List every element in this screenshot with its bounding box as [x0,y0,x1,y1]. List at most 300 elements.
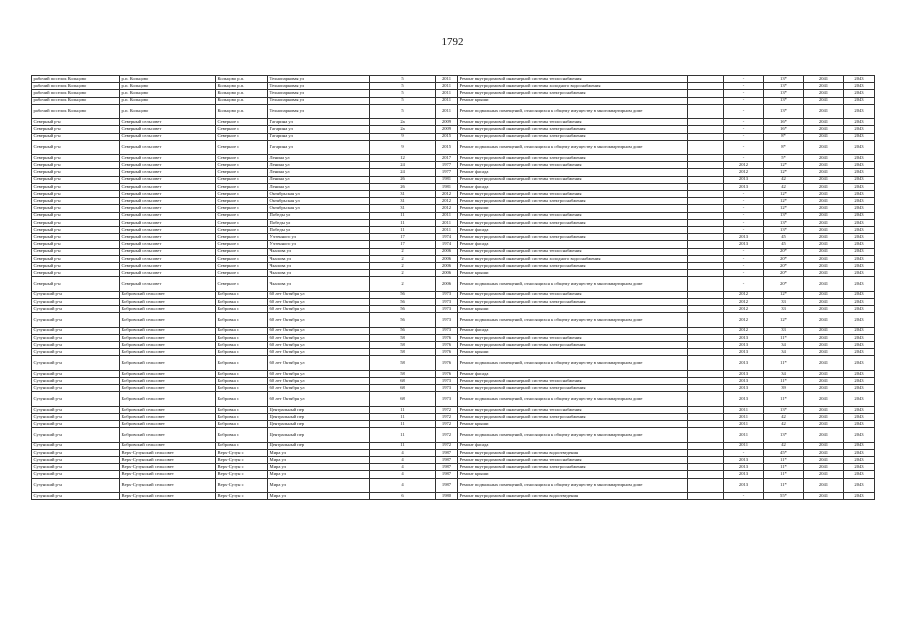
cell-street: Центральный пер [268,413,370,420]
cell-settlement: Северный сельсовет [120,270,216,277]
cell-period-to: 2043 [844,413,875,420]
cell-year-built: 1973 [436,327,458,334]
cell-empty [688,248,724,255]
cell-period-to: 2043 [844,406,875,413]
cell-value: 12* [764,169,804,176]
cell-street: Центральный пер [268,406,370,413]
cell-settlement: Бобровский сельсовет [120,377,216,384]
cell-locality: Северное с [216,205,268,212]
cell-locality: Северное с [216,162,268,169]
cell-district: рабочий поселок Кольцово [32,97,120,104]
cell-prev-repair: - [724,76,764,83]
cell-settlement: Верх-Сузунский сельсовет [120,471,216,478]
cell-street: 60 лет Октября ул [268,349,370,356]
cell-period-to: 2043 [844,428,875,442]
table-row [32,226,875,233]
cell-work-type: Ремонт внутридомовой инженерной системы электроснабжения [458,262,688,269]
cell-locality: Северное с [216,126,268,133]
cell-prev-repair: - [724,205,764,212]
cell-street: Ленина ул [268,155,370,162]
table-row [32,277,875,291]
cell-district: Северный р-н [32,234,120,241]
cell-work-type: Ремонт внутридомовой инженерной системы теплоснабжения [458,176,688,183]
cell-street: Чкалова ул [268,248,370,255]
cell-settlement: Бобровский сельсовет [120,334,216,341]
cell-empty [688,212,724,219]
cell-period-to: 2043 [844,133,875,140]
cell-period-from: 2041 [804,370,844,377]
cell-value: 33 [764,298,804,305]
table-row [32,162,875,169]
cell-district: Сузунский р-н [32,413,120,420]
cell-work-type: Ремонт внутридомовой инженерной системы теплоснабжения [458,162,688,169]
cell-street: Технопарковая ул [268,90,370,97]
cell-value: 11* [764,464,804,471]
cell-period-from: 2041 [804,392,844,406]
cell-settlement: р.п. Кольцово [120,104,216,118]
cell-street: Технопарковая ул [268,76,370,83]
cell-district: Северный р-н [32,198,120,205]
cell-settlement: Бобровский сельсовет [120,291,216,298]
cell-district: Сузунский р-н [32,442,120,449]
cell-street: Гагарина ул [268,119,370,126]
cell-settlement: Северный сельсовет [120,162,216,169]
cell-work-type: Ремонт крыши [458,97,688,104]
cell-prev-repair: - [724,255,764,262]
cell-district: Сузунский р-н [32,392,120,406]
cell-locality: Северное с [216,248,268,255]
cell-empty [688,226,724,233]
cell-empty [688,313,724,327]
cell-empty [688,349,724,356]
cell-work-type: Ремонт внутридомовой инженерной системы теплоснабжения [458,334,688,341]
table-row [32,219,875,226]
cell-locality: Верх-Сузун с [216,493,268,500]
cell-period-to: 2043 [844,298,875,305]
cell-prev-repair: 2012 [724,327,764,334]
cell-value: 12* [764,191,804,198]
register-body [32,76,875,500]
cell-empty [688,291,724,298]
cell-year-built: 2017 [436,155,458,162]
cell-locality: Северное с [216,133,268,140]
cell-period-from: 2041 [804,385,844,392]
cell-house: 9 [370,133,436,140]
cell-street: Гагарина ул [268,140,370,154]
cell-district: Северный р-н [32,226,120,233]
cell-period-to: 2043 [844,270,875,277]
cell-period-from: 2041 [804,442,844,449]
cell-work-type: Ремонт внутридомовой инженерной системы теплоснабжения [458,457,688,464]
cell-locality: Северное с [216,119,268,126]
cell-period-from: 2041 [804,421,844,428]
cell-work-type: Ремонт внутридомовой инженерной системы водоотведения [458,493,688,500]
cell-house: 2а [370,126,436,133]
cell-period-from: 2041 [804,291,844,298]
cell-prev-repair: 2012 [724,306,764,313]
cell-empty [688,90,724,97]
cell-prev-repair: - [724,133,764,140]
cell-value: 12* [764,313,804,327]
cell-settlement: Бобровский сельсовет [120,442,216,449]
cell-value: 13* [764,76,804,83]
cell-house: 2а [370,119,436,126]
cell-settlement: Бобровский сельсовет [120,406,216,413]
cell-street: Ленина ул [268,183,370,190]
cell-prev-repair: - [724,83,764,90]
cell-empty [688,298,724,305]
cell-house: 11 [370,428,436,442]
cell-district: Сузунский р-н [32,327,120,334]
cell-period-from: 2041 [804,277,844,291]
cell-work-type: Ремонт внутридомовой инженерной системы теплоснабжения [458,191,688,198]
cell-period-to: 2043 [844,212,875,219]
cell-house: 31 [370,198,436,205]
cell-value: 16* [764,119,804,126]
cell-empty [688,421,724,428]
cell-district: Сузунский р-н [32,342,120,349]
table-row [32,464,875,471]
cell-district: Северный р-н [32,162,120,169]
cell-district: рабочий поселок Кольцово [32,83,120,90]
cell-period-from: 2041 [804,464,844,471]
cell-value: 20* [764,277,804,291]
cell-year-built: 1972 [436,413,458,420]
table-row [32,183,875,190]
cell-value: 13* [764,406,804,413]
cell-work-type: Ремонт крыши [458,306,688,313]
cell-house: 17 [370,234,436,241]
cell-period-to: 2043 [844,255,875,262]
cell-work-type: Ремонт внутридомовой инженерной системы теплоснабжения [458,291,688,298]
cell-value: 12* [764,205,804,212]
cell-period-to: 2043 [844,334,875,341]
cell-empty [688,356,724,370]
table-row [32,255,875,262]
cell-locality: Верх-Сузун с [216,471,268,478]
cell-value: 34 [764,349,804,356]
cell-year-built: 2011 [436,76,458,83]
cell-empty [688,205,724,212]
cell-house: 68 [370,385,436,392]
table-row [32,90,875,97]
cell-settlement: Бобровский сельсовет [120,413,216,420]
cell-year-built: 1981 [436,176,458,183]
cell-district: Сузунский р-н [32,291,120,298]
cell-house: 5 [370,83,436,90]
cell-house: 58 [370,370,436,377]
cell-district: Сузунский р-н [32,334,120,341]
cell-locality: Северное с [216,169,268,176]
cell-house: 11 [370,413,436,420]
cell-period-to: 2043 [844,176,875,183]
cell-period-from: 2041 [804,205,844,212]
cell-locality: Кольцово р.п. [216,97,268,104]
cell-period-from: 2041 [804,478,844,492]
cell-settlement: Северный сельсовет [120,140,216,154]
cell-period-from: 2041 [804,241,844,248]
cell-period-to: 2043 [844,464,875,471]
cell-year-built: 1977 [436,162,458,169]
cell-street: Ленина ул [268,176,370,183]
table-row [32,406,875,413]
cell-period-to: 2043 [844,349,875,356]
cell-prev-repair: - [724,97,764,104]
cell-locality: Северное с [216,212,268,219]
cell-prev-repair: - [724,90,764,97]
cell-value: 13* [764,212,804,219]
cell-period-from: 2041 [804,219,844,226]
cell-prev-repair: - [724,198,764,205]
cell-locality: Бобровка с [216,342,268,349]
cell-empty [688,413,724,420]
cell-street: 60 лет Октября ул [268,313,370,327]
table-row [32,493,875,500]
cell-empty [688,162,724,169]
cell-prev-repair: 2013 [724,478,764,492]
cell-street: Мира ул [268,464,370,471]
cell-settlement: Бобровский сельсовет [120,421,216,428]
cell-prev-repair: - [724,126,764,133]
table-row [32,334,875,341]
cell-district: рабочий поселок Кольцово [32,104,120,118]
cell-period-from: 2041 [804,97,844,104]
cell-empty [688,442,724,449]
cell-locality: Северное с [216,270,268,277]
cell-period-to: 2043 [844,377,875,384]
cell-prev-repair: - [724,119,764,126]
cell-value: 45* [764,449,804,456]
cell-house: 5 [370,104,436,118]
cell-work-type: Ремонт фасада [458,327,688,334]
cell-street: Ленина ул [268,162,370,169]
cell-prev-repair: - [724,140,764,154]
cell-period-from: 2041 [804,155,844,162]
cell-year-built: 2012 [436,205,458,212]
cell-locality: Кольцово р.п. [216,83,268,90]
cell-district: Сузунский р-н [32,449,120,456]
cell-locality: Северное с [216,191,268,198]
cell-district: Северный р-н [32,176,120,183]
cell-empty [688,198,724,205]
table-row [32,313,875,327]
cell-house: 17 [370,241,436,248]
cell-value: 33 [764,306,804,313]
cell-empty [688,277,724,291]
cell-value: 13* [764,83,804,90]
cell-district: Северный р-н [32,155,120,162]
cell-value: 20* [764,255,804,262]
cell-value: 11* [764,356,804,370]
cell-district: Сузунский р-н [32,493,120,500]
table-row [32,169,875,176]
cell-value: 12* [764,162,804,169]
cell-empty [688,457,724,464]
cell-street: Мира ул [268,493,370,500]
cell-prev-repair: - [724,104,764,118]
cell-empty [688,219,724,226]
cell-year-built: 1973 [436,313,458,327]
cell-house: 58 [370,349,436,356]
cell-period-from: 2041 [804,428,844,442]
cell-prev-repair: 2013 [724,370,764,377]
cell-house: 68 [370,377,436,384]
cell-prev-repair: 2012 [724,313,764,327]
cell-settlement: Бобровский сельсовет [120,342,216,349]
cell-locality: Бобровка с [216,428,268,442]
cell-year-built: 1973 [436,306,458,313]
cell-period-to: 2043 [844,76,875,83]
cell-settlement: Северный сельсовет [120,198,216,205]
cell-year-built: 2012 [436,198,458,205]
cell-work-type: Ремонт фасада [458,241,688,248]
cell-work-type: Ремонт внутридомовой инженерной системы электроснабжения [458,385,688,392]
cell-period-from: 2041 [804,255,844,262]
cell-locality: Бобровка с [216,377,268,384]
cell-year-built: 1976 [436,334,458,341]
cell-prev-repair: 2012 [724,298,764,305]
cell-period-to: 2043 [844,162,875,169]
cell-period-from: 2041 [804,342,844,349]
cell-value: 11* [764,471,804,478]
cell-settlement: Северный сельсовет [120,191,216,198]
cell-year-built: 1980 [436,493,458,500]
cell-district: Сузунский р-н [32,370,120,377]
cell-year-built: 1976 [436,349,458,356]
cell-prev-repair: 2013 [724,392,764,406]
cell-house: 2 [370,262,436,269]
cell-settlement: Северный сельсовет [120,255,216,262]
cell-street: Гагарина ул [268,133,370,140]
cell-street: Мира ул [268,457,370,464]
cell-value: 13* [764,219,804,226]
cell-district: Сузунский р-н [32,457,120,464]
cell-work-type: Ремонт фасада [458,442,688,449]
cell-house: 31 [370,191,436,198]
cell-year-built: 2011 [436,219,458,226]
cell-work-type: Ремонт внутридомовой инженерной системы теплоснабжения [458,119,688,126]
cell-empty [688,119,724,126]
cell-settlement: р.п. Кольцово [120,90,216,97]
cell-period-to: 2043 [844,471,875,478]
cell-house: 9 [370,140,436,154]
cell-prev-repair: 2013 [724,234,764,241]
cell-locality: Бобровка с [216,306,268,313]
cell-empty [688,493,724,500]
cell-prev-repair: - [724,248,764,255]
cell-district: Северный р-н [32,241,120,248]
cell-settlement: Северный сельсовет [120,248,216,255]
cell-period-from: 2041 [804,349,844,356]
cell-locality: Северное с [216,234,268,241]
cell-street: Технопарковая ул [268,104,370,118]
cell-year-built: 1973 [436,298,458,305]
cell-work-type: Ремонт крыши [458,205,688,212]
cell-period-from: 2041 [804,212,844,219]
cell-prev-repair: 2013 [724,471,764,478]
cell-value: 33 [764,327,804,334]
cell-settlement: Северный сельсовет [120,183,216,190]
cell-locality: Бобровка с [216,298,268,305]
cell-period-to: 2043 [844,234,875,241]
cell-period-from: 2041 [804,76,844,83]
cell-period-to: 2043 [844,370,875,377]
table-row [32,140,875,154]
cell-year-built: 2006 [436,277,458,291]
cell-empty [688,406,724,413]
cell-street: 60 лет Октября ул [268,298,370,305]
cell-street: Центральный пер [268,428,370,442]
cell-house: 56 [370,313,436,327]
cell-value: 20* [764,248,804,255]
cell-settlement: Бобровский сельсовет [120,428,216,442]
cell-locality: Бобровка с [216,291,268,298]
cell-district: Северный р-н [32,270,120,277]
cell-year-built: 2006 [436,270,458,277]
cell-work-type: Ремонт крыши [458,349,688,356]
cell-empty [688,377,724,384]
cell-locality: Северное с [216,176,268,183]
cell-locality: Северное с [216,183,268,190]
cell-locality: Северное с [216,226,268,233]
cell-settlement: Северный сельсовет [120,241,216,248]
cell-value: 39 [764,385,804,392]
cell-period-from: 2041 [804,493,844,500]
cell-period-to: 2043 [844,385,875,392]
cell-street: Чкалова ул [268,270,370,277]
cell-street: Чкалова ул [268,262,370,269]
cell-year-built: 1987 [436,471,458,478]
cell-period-from: 2041 [804,457,844,464]
cell-period-from: 2041 [804,262,844,269]
cell-period-to: 2043 [844,449,875,456]
cell-prev-repair: - [724,449,764,456]
cell-settlement: Бобровский сельсовет [120,385,216,392]
cell-work-type: Ремонт внутридомовой инженерной системы теплоснабжения [458,212,688,219]
cell-year-built: 2011 [436,226,458,233]
table-row [32,342,875,349]
cell-value: 13* [764,90,804,97]
cell-district: Сузунский р-н [32,349,120,356]
cell-work-type: Ремонт крыши [458,421,688,428]
cell-year-built: 1987 [436,457,458,464]
cell-settlement: р.п. Кольцово [120,76,216,83]
table-row [32,83,875,90]
cell-empty [688,169,724,176]
cell-year-built: 2009 [436,119,458,126]
cell-year-built: 2011 [436,97,458,104]
cell-period-to: 2043 [844,442,875,449]
cell-work-type: Ремонт подвальных помещений, относящихся к общему имуществу в многоквартирном доме [458,277,688,291]
cell-prev-repair: 2011 [724,428,764,442]
cell-street: 60 лет Октября ул [268,356,370,370]
cell-prev-repair: - [724,191,764,198]
cell-period-to: 2043 [844,97,875,104]
cell-prev-repair: 2013 [724,176,764,183]
cell-value: 11* [764,392,804,406]
cell-work-type: Ремонт внутридомовой инженерной системы электроснабжения [458,464,688,471]
cell-house: 5 [370,90,436,97]
cell-house: 4 [370,457,436,464]
cell-prev-repair: 2013 [724,183,764,190]
table-row [32,133,875,140]
cell-house: 2 [370,248,436,255]
cell-house: 6 [370,493,436,500]
cell-value: 34 [764,370,804,377]
cell-street: Победы ул [268,219,370,226]
cell-prev-repair: - [724,277,764,291]
cell-year-built: 1973 [436,377,458,384]
